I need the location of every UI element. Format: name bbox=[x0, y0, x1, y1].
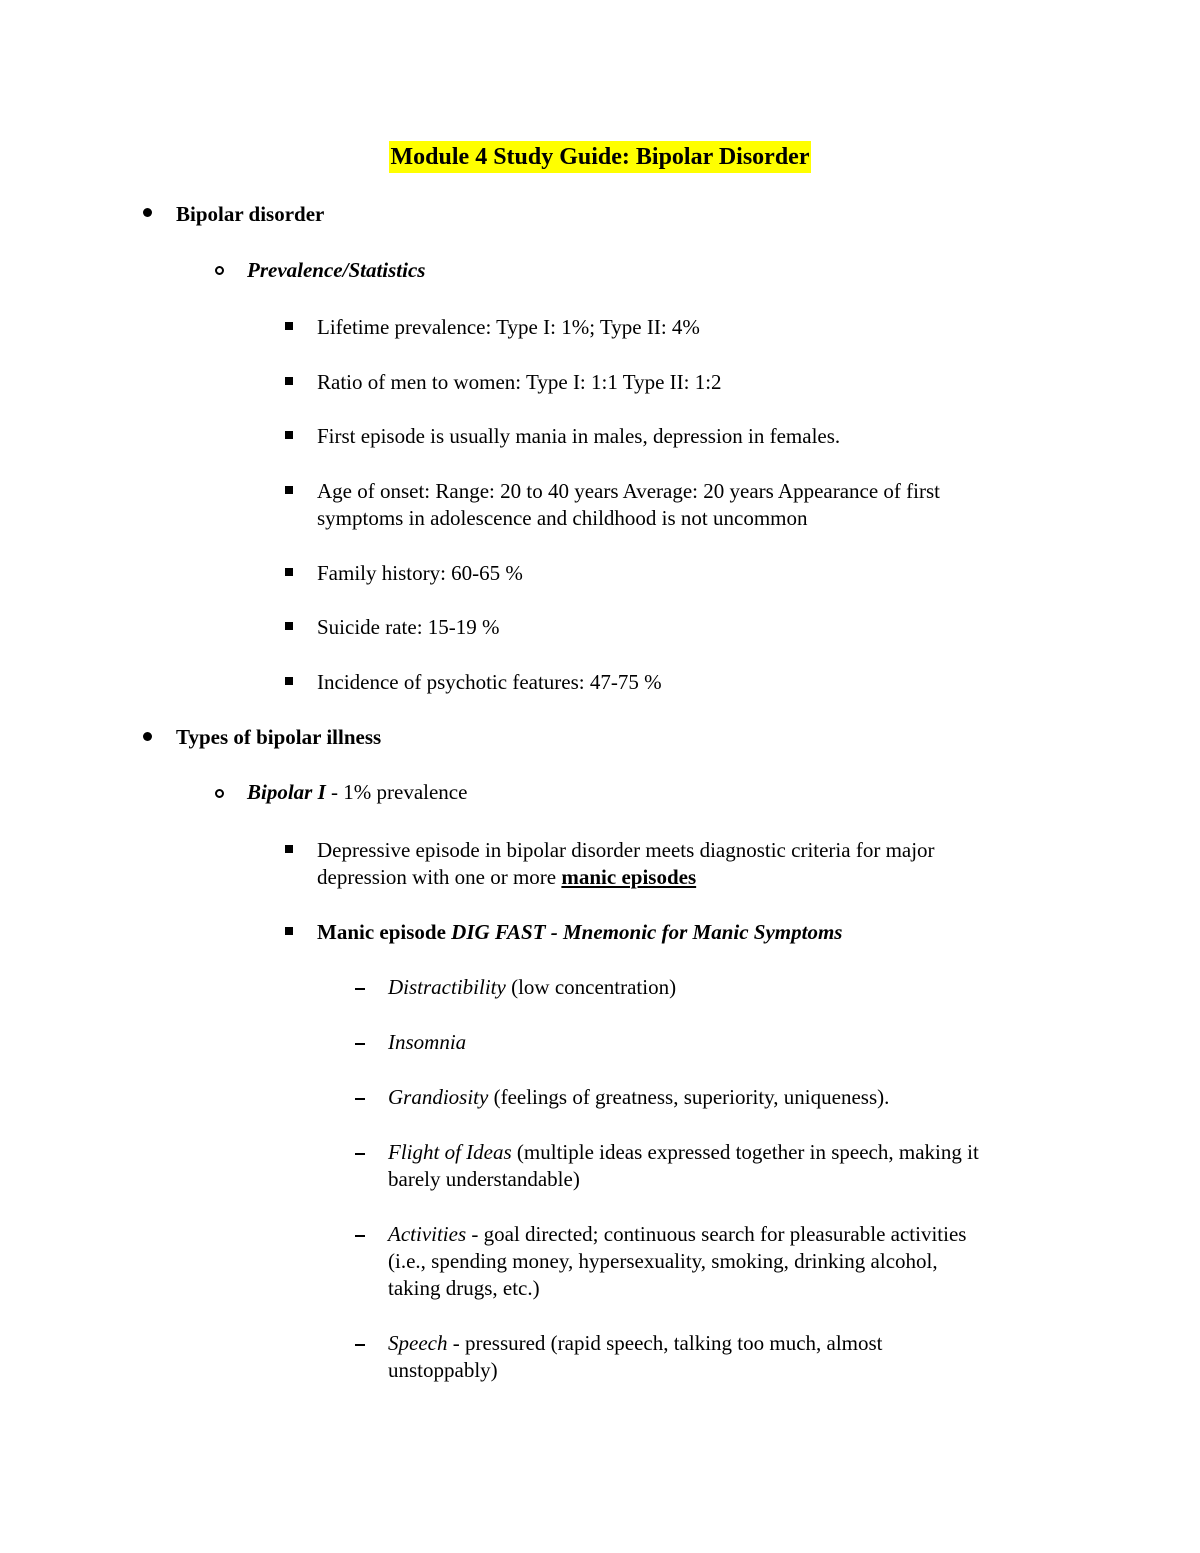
title-container bbox=[0, 141, 1200, 173]
list-item: Depressive episode in bipolar disorder meets diagnostic criteria for major bbox=[317, 838, 935, 862]
list-item-continuation bbox=[317, 864, 696, 891]
dig-fast-term: Activities bbox=[388, 1222, 467, 1246]
bullet-square-icon bbox=[285, 431, 293, 439]
bullet-square-icon bbox=[285, 568, 293, 576]
dig-fast-mnemonic: DIG FAST - Mnemonic for Manic Symptoms bbox=[451, 920, 843, 944]
dash-icon bbox=[355, 1098, 365, 1100]
dig-fast-desc: - goal directed; continuous search for pleasurable activities bbox=[466, 1222, 967, 1246]
dash-icon bbox=[355, 1043, 365, 1045]
dig-fast-item bbox=[388, 1029, 466, 1056]
bullet-square-icon bbox=[285, 377, 293, 385]
bullet-square-icon bbox=[285, 845, 293, 853]
list-item: Ratio of men to women: Type I: 1:1 Type II: 1:2 bbox=[317, 370, 722, 394]
dig-fast-item bbox=[388, 1221, 966, 1248]
dig-fast-desc: - pressured (rapid speech, talking too much, almost bbox=[447, 1331, 883, 1355]
dash-icon bbox=[355, 1344, 365, 1346]
dig-fast-continuation: barely understandable) bbox=[388, 1167, 580, 1191]
bullet-dot-icon bbox=[143, 732, 152, 741]
dig-fast-desc: (low concentration) bbox=[505, 975, 677, 999]
bullet-circle-icon bbox=[215, 789, 224, 798]
list-item: Family history: 60-65 % bbox=[317, 561, 523, 585]
dash-icon bbox=[355, 988, 365, 990]
subheading-bipolar-i: Bipolar I bbox=[247, 780, 326, 804]
bullet-square-icon bbox=[285, 486, 293, 494]
subheading-bipolar-i-line bbox=[247, 779, 467, 806]
dig-fast-continuation: taking drugs, etc.) bbox=[388, 1276, 540, 1300]
bipolar-i-prevalence: - 1% prevalence bbox=[325, 780, 468, 804]
list-item: First episode is usually mania in males, depression in females. bbox=[317, 424, 841, 448]
dig-fast-continuation: unstoppably) bbox=[388, 1358, 498, 1382]
bullet-square-icon bbox=[285, 677, 293, 685]
dig-fast-term: Insomnia bbox=[388, 1030, 467, 1054]
dig-fast-item bbox=[388, 1139, 979, 1166]
bullet-square-icon bbox=[285, 622, 293, 630]
document-title: Module 4 Study Guide: Bipolar Disorder bbox=[389, 141, 812, 173]
dig-fast-term: Speech bbox=[388, 1331, 448, 1355]
dig-fast-term: Distractibility bbox=[388, 975, 506, 999]
list-item: Age of onset: Range: 20 to 40 years Average: 20 years Appearance of first bbox=[317, 479, 940, 503]
manic-episode-item bbox=[317, 919, 842, 946]
dig-fast-item bbox=[388, 1084, 889, 1111]
dash-icon bbox=[355, 1153, 365, 1155]
dig-fast-item bbox=[388, 1330, 883, 1357]
section-heading-types: Types of bipolar illness bbox=[176, 725, 382, 749]
dig-fast-continuation: (i.e., spending money, hypersexuality, smoking, drinking alcohol, bbox=[388, 1249, 938, 1273]
dig-fast-term: Grandiosity bbox=[388, 1085, 489, 1109]
bullet-dot-icon bbox=[143, 208, 152, 217]
list-item-text: depression with one or more bbox=[317, 865, 562, 889]
manic-episode-label: Manic episode bbox=[317, 920, 452, 944]
dash-icon bbox=[355, 1235, 365, 1237]
manic-episodes-link: manic episodes bbox=[561, 865, 697, 889]
bullet-square-icon bbox=[285, 322, 293, 330]
list-item: Incidence of psychotic features: 47-75 % bbox=[317, 670, 662, 694]
dig-fast-term: Flight of Ideas bbox=[388, 1140, 512, 1164]
dig-fast-desc: (multiple ideas expressed together in speech, making it bbox=[511, 1140, 979, 1164]
list-item-continuation: symptoms in adolescence and childhood is not uncommon bbox=[317, 506, 808, 530]
bullet-circle-icon bbox=[215, 266, 224, 275]
bullet-square-icon bbox=[285, 927, 293, 935]
list-item: Lifetime prevalence: Type I: 1%; Type II: 4% bbox=[317, 315, 700, 339]
subheading-prevalence: Prevalence/Statistics bbox=[247, 258, 426, 282]
list-item: Suicide rate: 15-19 % bbox=[317, 615, 500, 639]
section-heading-bipolar-disorder: Bipolar disorder bbox=[176, 202, 325, 226]
dig-fast-item bbox=[388, 974, 676, 1001]
dig-fast-desc: (feelings of greatness, superiority, uniqueness). bbox=[488, 1085, 890, 1109]
